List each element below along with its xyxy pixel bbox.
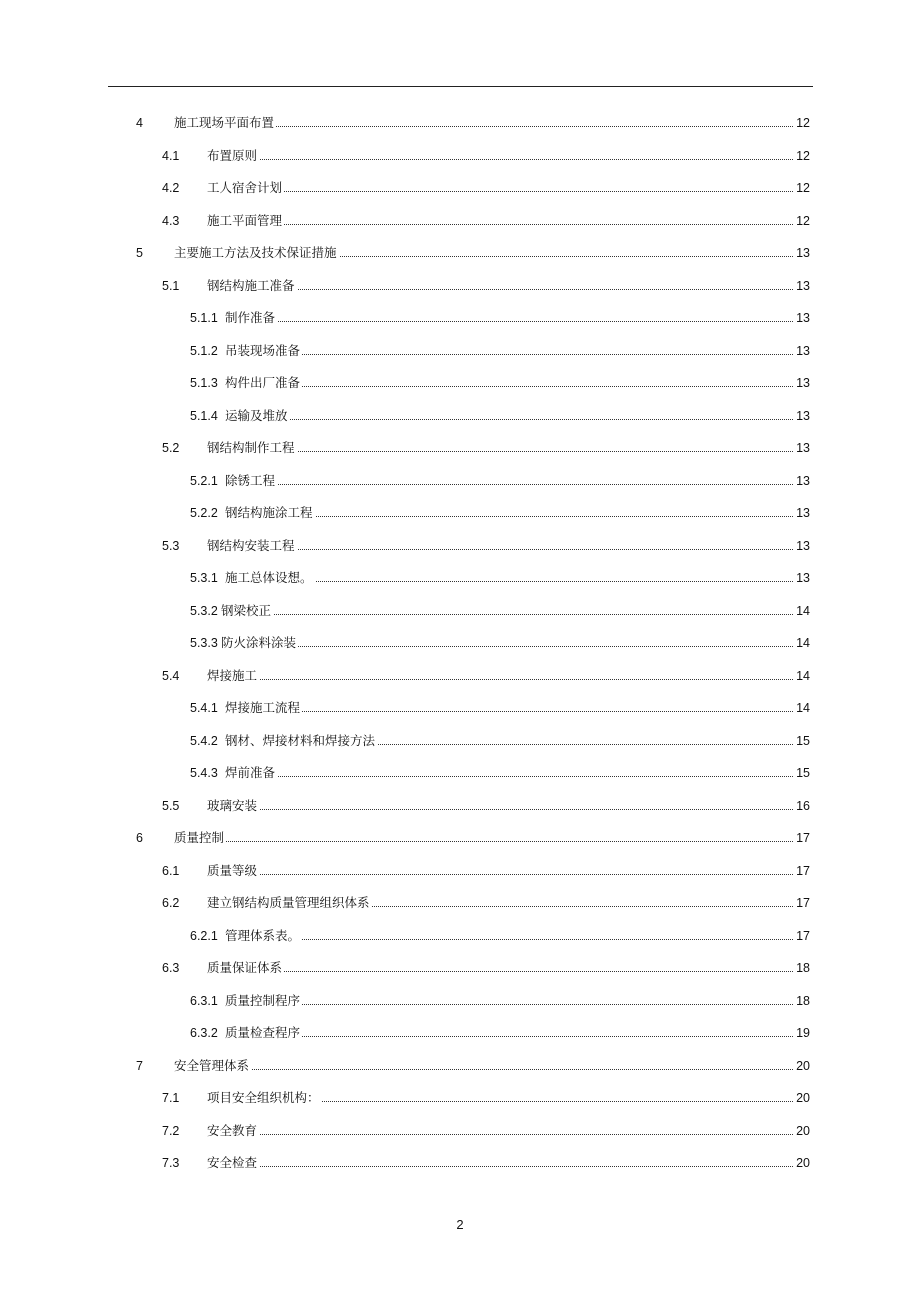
toc-entry[interactable] (0, 600, 920, 622)
toc-entry-title: 工人宿舍计划 (207, 177, 284, 199)
toc-entry-title: 安全管理体系 (174, 1055, 251, 1077)
toc-entry-page: 13 (794, 340, 810, 362)
toc-entry-page: 13 (794, 242, 810, 264)
toc-entry-page: 13 (794, 372, 810, 394)
toc-dot-leader (225, 321, 795, 322)
toc-dot-leader (207, 191, 795, 192)
toc-entry-page: 17 (794, 827, 810, 849)
toc-entry-title: 钢结构安装工程 (207, 535, 297, 557)
toc-dot-leader (225, 1036, 795, 1037)
toc-entry[interactable] (0, 242, 920, 264)
toc-entry-page: 13 (794, 567, 810, 589)
toc-entry-number: 6.3.1 (190, 994, 218, 1008)
toc-entry-page: 13 (794, 307, 810, 329)
toc-entry[interactable] (0, 502, 920, 524)
toc-entry-page: 14 (794, 697, 810, 719)
toc-entry-number: 5.1.1 (190, 311, 218, 325)
toc-entry[interactable] (0, 340, 920, 362)
toc-entry[interactable] (0, 957, 920, 979)
toc-dot-leader (225, 1004, 795, 1005)
toc-dot-leader (225, 419, 795, 420)
toc-dot-leader (225, 386, 795, 387)
toc-entry-title: 布置原则 (207, 145, 259, 167)
toc-entry-number: 5.4.3 (190, 766, 218, 780)
toc-entry[interactable] (0, 307, 920, 329)
toc-entry-title: 制作准备 (225, 307, 277, 329)
toc-entry-title: 钢梁校正 (221, 600, 273, 622)
header-rule (108, 86, 813, 87)
toc-entry-title: 钢材、焊接材料和焊接方法 (225, 730, 377, 752)
toc-dot-leader (221, 614, 795, 615)
toc-entry-title: 钢结构制作工程 (207, 437, 297, 459)
toc-entry-number: 6.3.2 (190, 1026, 218, 1040)
toc-entry-title: 建立钢结构质量管理组织体系 (207, 892, 372, 914)
toc-entry-page: 12 (794, 145, 810, 167)
toc-entry-number: 5.3 (162, 539, 180, 553)
toc-entry-title: 钢结构施涂工程 (225, 502, 315, 524)
toc-dot-leader (225, 776, 795, 777)
toc-entry[interactable] (0, 470, 920, 492)
toc-entry-number: 4 (136, 116, 143, 130)
toc-entry[interactable] (0, 925, 920, 947)
toc-entry-page: 14 (794, 632, 810, 654)
toc-dot-leader (225, 484, 795, 485)
toc-entry-number: 5.1.4 (190, 409, 218, 423)
toc-entry-number: 4.2 (162, 181, 180, 195)
toc-dot-leader (225, 711, 795, 712)
toc-entry-page: 20 (794, 1087, 810, 1109)
toc-entry-number: 7.2 (162, 1124, 180, 1138)
toc-dot-leader (221, 646, 795, 647)
toc-entry-title: 质量控制 (174, 827, 226, 849)
toc-entry[interactable] (0, 892, 920, 914)
toc-dot-leader (207, 224, 795, 225)
toc-entry-page: 15 (794, 730, 810, 752)
toc-entry-page: 14 (794, 665, 810, 687)
toc-entry[interactable] (0, 275, 920, 297)
toc-entry[interactable] (0, 405, 920, 427)
toc-entry-page: 18 (794, 957, 810, 979)
toc-entry-page: 13 (794, 275, 810, 297)
toc-entry-page: 14 (794, 600, 810, 622)
toc-dot-leader (174, 1069, 795, 1070)
toc-entry[interactable] (0, 145, 920, 167)
toc-entry[interactable] (0, 990, 920, 1012)
toc-entry-page: 18 (794, 990, 810, 1012)
toc-entry-title: 主要施工方法及技术保证措施 (174, 242, 339, 264)
toc-entry-page: 20 (794, 1152, 810, 1174)
toc-entry[interactable] (0, 372, 920, 394)
toc-entry-number: 5.4 (162, 669, 180, 683)
toc-entry-title: 施工总体设想。 (225, 567, 315, 589)
toc-entry-page: 17 (794, 925, 810, 947)
toc-entry-title: 施工现场平面布置 (174, 112, 276, 134)
toc-entry-title: 安全教育 (207, 1120, 259, 1142)
toc-entry[interactable] (0, 177, 920, 199)
toc-entry-page: 12 (794, 177, 810, 199)
toc-entry-page: 12 (794, 112, 810, 134)
toc-entry[interactable] (0, 795, 920, 817)
toc-entry-title: 运输及堆放 (225, 405, 290, 427)
toc-dot-leader (225, 939, 795, 940)
toc-dot-leader (207, 809, 795, 810)
toc-entry[interactable] (0, 1120, 920, 1142)
toc-dot-leader (225, 354, 795, 355)
toc-entry-page: 16 (794, 795, 810, 817)
toc-entry-number: 5 (136, 246, 143, 260)
toc-entry[interactable] (0, 697, 920, 719)
toc-entry-number: 5.3.3 (190, 636, 218, 650)
toc-entry-title: 除锈工程 (225, 470, 277, 492)
toc-entry-page: 17 (794, 892, 810, 914)
toc-entry-number: 5.2.2 (190, 506, 218, 520)
toc-entry-title: 钢结构施工准备 (207, 275, 297, 297)
toc-entry-page: 15 (794, 762, 810, 784)
toc-entry[interactable] (0, 1152, 920, 1174)
toc-dot-leader (207, 1134, 795, 1135)
toc-entry-number: 7 (136, 1059, 143, 1073)
toc-entry-title: 焊接施工 (207, 665, 259, 687)
toc-entry-number: 5.1.2 (190, 344, 218, 358)
toc-entry[interactable] (0, 730, 920, 752)
toc-entry-title: 吊装现场准备 (225, 340, 302, 362)
toc-entry-number: 5.3.2 (190, 604, 218, 618)
toc-entry-title: 质量控制程序 (225, 990, 302, 1012)
toc-entry-title: 质量等级 (207, 860, 259, 882)
toc-dot-leader (207, 874, 795, 875)
toc-entry[interactable] (0, 437, 920, 459)
toc-dot-leader (207, 679, 795, 680)
toc-entry-page: 13 (794, 470, 810, 492)
toc-entry-title: 焊前准备 (225, 762, 277, 784)
toc-entry-number: 5.4.2 (190, 734, 218, 748)
page-number: 2 (456, 1217, 464, 1232)
toc-dot-leader (207, 1166, 795, 1167)
toc-entry-title: 构件出厂准备 (225, 372, 302, 394)
toc-entry-page: 20 (794, 1120, 810, 1142)
toc-entry-number: 4.1 (162, 149, 180, 163)
toc-entry[interactable] (0, 112, 920, 134)
toc-entry-title: 焊接施工流程 (225, 697, 302, 719)
toc-entry-number: 6.1 (162, 864, 180, 878)
toc-entry-page: 13 (794, 535, 810, 557)
toc-entry[interactable] (0, 827, 920, 849)
toc-entry-title: 管理体系表。 (225, 925, 302, 947)
toc-dot-leader (207, 971, 795, 972)
toc-entry-page: 13 (794, 502, 810, 524)
toc-entry[interactable] (0, 1055, 920, 1077)
toc-entry-number: 6 (136, 831, 143, 845)
toc-entry[interactable] (0, 535, 920, 557)
toc-entry-number: 5.1.3 (190, 376, 218, 390)
toc-entry-page: 12 (794, 210, 810, 232)
toc-entry-title: 质量检查程序 (225, 1022, 302, 1044)
toc-entry-number: 6.2 (162, 896, 180, 910)
toc-entry-number: 5.1 (162, 279, 180, 293)
toc-entry-title: 防火涂料涂装 (221, 632, 298, 654)
toc-entry[interactable] (0, 1022, 920, 1044)
toc-dot-leader (174, 841, 795, 842)
toc-entry-page: 20 (794, 1055, 810, 1077)
toc-entry-page: 13 (794, 405, 810, 427)
toc-entry-number: 5.2.1 (190, 474, 218, 488)
toc-entry-title: 质量保证体系 (207, 957, 284, 979)
toc-entry[interactable] (0, 210, 920, 232)
toc-entry-title: 安全检查 (207, 1152, 259, 1174)
toc-entry-title: 项目安全组织机构： (207, 1087, 322, 1109)
toc-entry-page: 19 (794, 1022, 810, 1044)
toc-entry[interactable] (0, 567, 920, 589)
toc-entry[interactable] (0, 665, 920, 687)
toc-entry[interactable] (0, 860, 920, 882)
toc-entry-page: 17 (794, 860, 810, 882)
toc-entry[interactable] (0, 762, 920, 784)
toc-entry-number: 6.3 (162, 961, 180, 975)
toc-entry-number: 4.3 (162, 214, 180, 228)
toc-entry-number: 6.2.1 (190, 929, 218, 943)
toc-entry-number: 5.2 (162, 441, 180, 455)
toc-entry-title: 玻璃安装 (207, 795, 259, 817)
toc-entry[interactable] (0, 632, 920, 654)
toc-entry-number: 7.1 (162, 1091, 180, 1105)
toc-entry-page: 13 (794, 437, 810, 459)
toc-entry[interactable] (0, 1087, 920, 1109)
toc-entry-number: 5.5 (162, 799, 180, 813)
toc-entry-number: 5.3.1 (190, 571, 218, 585)
toc-entry-title: 施工平面管理 (207, 210, 284, 232)
toc-entry-number: 7.3 (162, 1156, 180, 1170)
toc-entry-number: 5.4.1 (190, 701, 218, 715)
toc-dot-leader (207, 159, 795, 160)
